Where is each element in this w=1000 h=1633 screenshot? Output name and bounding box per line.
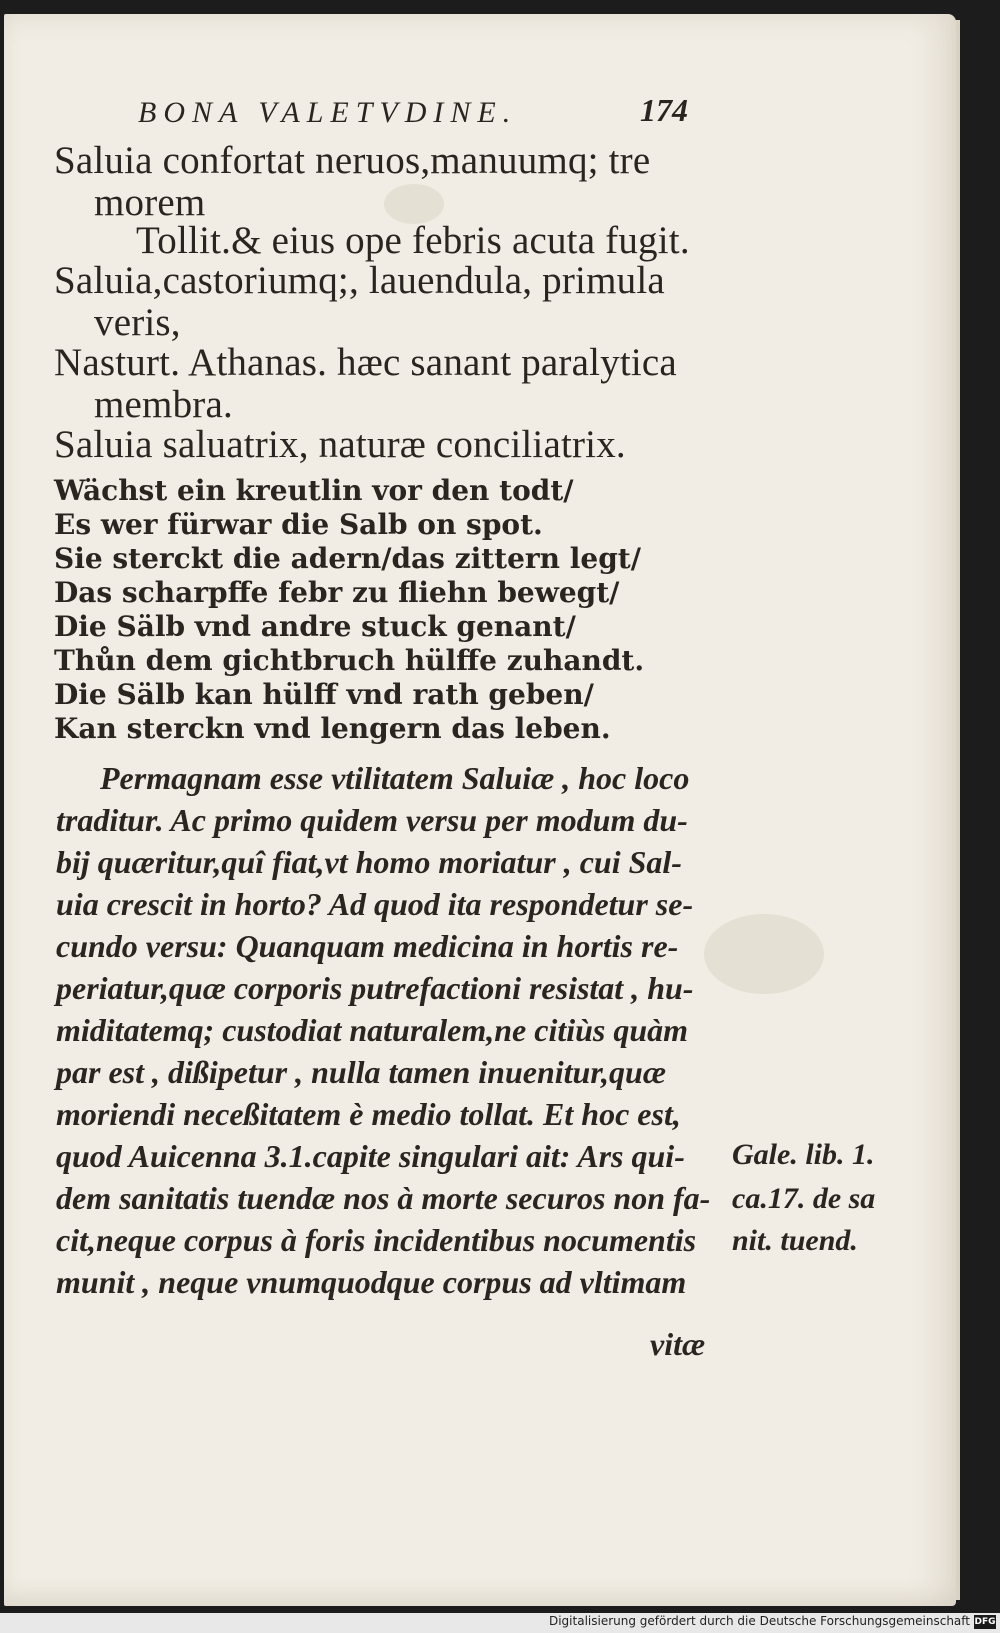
german-verse-line: Die Sälb vnd andre stuck genant/ [54, 610, 576, 643]
german-verse-line: Die Sälb kan hülff vnd rath geben/ [54, 678, 594, 711]
commentary-line: uia crescit in horto? Ad quod ita respondetur se- [56, 886, 694, 922]
verse-line: Saluia confortat neruos,manuumq; tre [54, 139, 651, 182]
marginal-note-line: nit. tuend. [732, 1224, 858, 1257]
verse-line: Nasturt. Athanas. hæc sanant paralytica [54, 341, 677, 384]
commentary-line: quod Auicenna 3.1.capite singulari ait: Ars qui- [56, 1138, 685, 1174]
commentary-line: munit , neque vnumquodque corpus ad vltimam [56, 1264, 687, 1300]
commentary-line: par est , dißipetur , nulla tamen inuenitur,quæ [56, 1054, 666, 1090]
commentary-line: periatur,quæ corporis putrefactioni resistat , hu- [56, 970, 694, 1006]
marginal-note-line: ca.17. de sa [732, 1182, 876, 1215]
commentary-line: moriendi neceßitatem è medio tollat. Et hoc est, [56, 1096, 681, 1132]
german-verse-line: Sie sterckt die adern/das zittern legt/ [54, 542, 641, 575]
commentary-line: cundo versu: Quanquam medicina in hortis re- [56, 928, 679, 964]
commentary-line: miditatemq; custodiat naturalem,ne citiùs quàm [56, 1012, 689, 1048]
dfg-logo-icon: DFG [974, 1617, 996, 1627]
commentary-line: bij quæritur,quî fiat,vt homo moriatur , cui Sal- [56, 844, 682, 880]
verse-line: Saluia saluatrix, naturæ conciliatrix. [54, 423, 626, 466]
commentary-line: dem sanitatis tuendæ nos à morte securos non fa- [56, 1180, 711, 1216]
verse-line: morem [94, 181, 206, 224]
verse-line: Saluia,castoriumq;, lauendula, primula [54, 259, 665, 302]
verse-line: veris, [94, 301, 181, 344]
german-verse-line: Es wer fürwar die Salb on spot. [54, 508, 543, 541]
german-verse-line: Thůn dem gichtbruch hülffe zuhandt. [54, 644, 645, 677]
german-verse-line: Kan sterckn vnd lengern das leben. [54, 712, 611, 745]
commentary-line: cit,neque corpus à foris incidentibus nocumentis [56, 1222, 697, 1258]
page-number: 174 [640, 92, 688, 128]
paper-stain [704, 914, 824, 994]
german-verse-line: Wächst ein kreutlin vor den todt/ [54, 474, 574, 507]
verse-line: Tollit.& eius ope febris acuta fugit. [136, 219, 690, 262]
german-verse-line: Das scharpffe febr zu fliehn bewegt/ [54, 576, 620, 609]
verse-line: membra. [94, 383, 233, 426]
footer-credit: Digitalisierung gefördert durch die Deutsche Forschungsgemeinschaft [548, 1614, 970, 1628]
catchword: vitæ [650, 1326, 706, 1362]
commentary-line: Permagnam esse vtilitatem Saluiæ , hoc loco [100, 760, 690, 796]
marginal-note-line: Gale. lib. 1. [732, 1138, 875, 1171]
commentary-line: traditur. Ac primo quidem versu per modum du- [56, 802, 688, 838]
running-head: BONA VALETVDINE. [138, 96, 518, 129]
